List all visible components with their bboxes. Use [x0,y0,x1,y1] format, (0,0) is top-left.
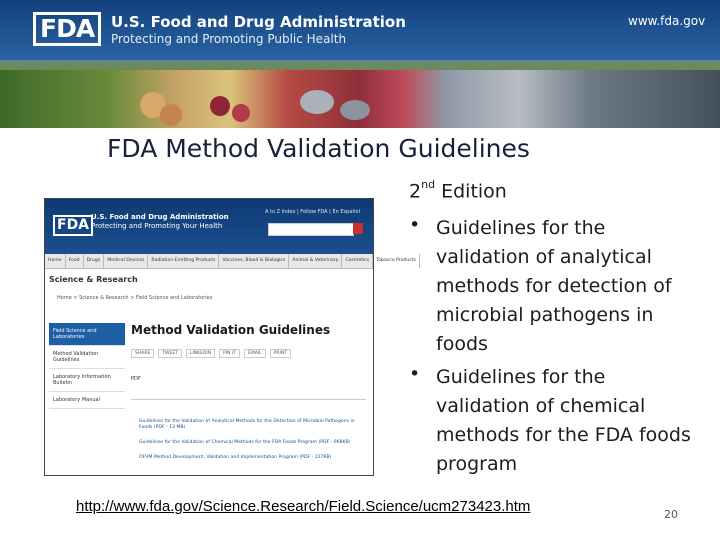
screenshot-agency [91,213,229,231]
produce-apple [160,104,182,126]
screenshot-sidebar-item: Laboratory Manual [49,392,125,409]
screenshot-link: Guidelines for the Validation of Analytical Methods for the Detection of Microbial Pathogens in Foods (PDF - 13 MB) [139,419,355,430]
reference-link[interactable]: http://www.fda.gov/Science.Research/Field.Science/ucm273423.htm [76,498,531,515]
screenshot-search-button [353,223,363,234]
screenshot-sidebar [49,323,125,409]
bullet-text: Guidelines for the validation of analytical methods for detection of microbial pathogens in foods [436,217,672,355]
screenshot-page-title: Method Validation Guidelines [131,323,331,337]
screenshot-sidebar-item: Method Validation Guidelines [49,346,125,369]
screenshot-section-title: Science & Research [49,275,138,284]
screenshot-share-button: LINKEDIN [186,349,215,358]
fda-header-banner [0,0,720,128]
agency-name: U.S. Food and Drug Administration [111,13,406,31]
screenshot-share-button: PIN IT [219,349,240,358]
screenshot-nav-item: Radiation-Emitting Products [148,254,219,268]
screenshot-nav-item: Animal & Veterinary [289,254,342,268]
screenshot-share-button: TWEET [158,349,182,358]
screenshot-nav-item: Drugs [84,254,105,268]
screenshot-link: OFVM Method Development, Validation and Implementation Program (PDF - 227KB) [139,455,332,460]
bullet-text: Guidelines for the validation of chemical methods for the FDA foods program [436,366,691,475]
bullet-dot: • [409,214,421,236]
site-url[interactable]: www.fda.gov [628,14,706,28]
screenshot-share-button: SHARE [131,349,154,358]
screenshot-link: Guidelines for the Validation of Chemical Methods for the FDA Foods Program (PDF - 968KB) [139,440,351,445]
fda-logo[interactable] [33,12,101,46]
produce-oyster [340,100,370,120]
fda-logo-text: FDA [33,12,101,46]
screenshot-sidebar-item: Laboratory Information Bulletin [49,369,125,392]
edition-suffix: nd [421,178,436,191]
screenshot-breadcrumb: Home > Science & Research > Field Science and Laboratories [57,295,213,301]
agency-block [111,13,406,47]
edition-text: Edition [441,180,507,203]
produce-oyster [300,90,334,114]
produce-berry [232,104,250,122]
screenshot-nav-item: Medical Devices [104,254,148,268]
screenshot-search-input [268,223,354,236]
screenshot-nav-item: Cosmetics [342,254,373,268]
screenshot-link-list [139,419,364,470]
screenshot-fda-logo: FDA [53,215,93,236]
screenshot-share-button: EMAIL [244,349,266,358]
agency-tagline: Protecting and Promoting Public Health [111,32,347,46]
screenshot-share-bar [131,349,291,358]
edition-label [409,180,507,202]
screenshot-nav-item: Home [45,254,66,268]
screenshot-sidebar-item: Field Science and Laboratories [49,323,125,346]
screenshot-top-links: A to Z Index | Follow FDA | En Español [265,209,360,215]
screenshot-agency-name: U.S. Food and Drug Administration [91,213,229,221]
edition-number: 2 [409,180,422,203]
screenshot-share-button: PRINT [270,349,291,358]
screenshot-nav [45,254,416,269]
page-number: 20 [664,508,678,521]
screenshot-nav-item: Tobacco Products [373,254,420,268]
screenshot-divider [131,399,366,400]
screenshot-nav-item: Food [66,254,84,268]
produce-berry [210,96,230,116]
screenshot-nav-item: Vaccines, Blood & Biologics [219,254,289,268]
bullet-dot: • [409,363,421,385]
screenshot-agency-tagline: Protecting and Promoting Your Health [91,222,223,230]
slide-title: FDA Method Validation Guidelines [107,134,530,163]
screenshot-pdf-label: PDF [131,376,141,382]
fda-webpage-screenshot [44,198,416,476]
